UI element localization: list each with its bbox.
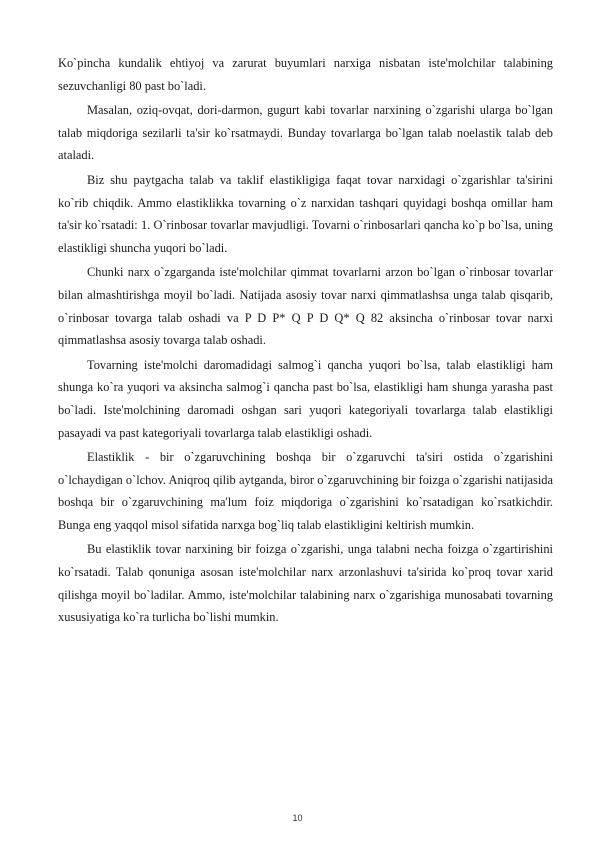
paragraph-7: Bu elastiklik tovar narxining bir foizga o`zgarishi, unga talabni necha foizga o`zgartirishini ko`rsatadi. Talab qonuniga asosan iste'molchilar narx arzonlashuvi ta'sirida ko`proq tovar xarid qilishga moyil bo`ladilar. Ammo, iste'molchilar talabining narx o`zgarishiga munosabati tovarning xususiyatiga ko`ra turlicha bo`lishi mumkin.: [58, 542, 553, 625]
paragraph-2: Masalan, oziq-ovqat, dori-darmon, gugurt kabi tovarlar narxining o`zgarishi ularga bo`lgan talab miqdoriga sezilarli ta'sir ko`rsatmaydi. Bunday tovarlarga bo`lgan talab noelastik talab deb ataladi.: [58, 103, 553, 163]
page-number: 10: [292, 813, 303, 823]
paragraph-4: Chunki narx o`zgarganda iste'molchilar qimmat tovarlarni arzon bo`lgan o`rinbosar tovarlar bilan almashtirishga moyil bo`ladi. Natijada asosiy tovar narxi qimmatlashsa unga talab qisqarib, o`rinbosar tovarga talab oshadi va P D P* Q P D Q* Q 82 aksincha o`rinbosar tovar narxi qimmatlashsa asosiy tovarga talab oshadi.: [58, 265, 553, 348]
paragraph-6: Elastiklik - bir o`zgaruvchining boshqa bir o`zgaruvchi ta'siri ostida o`zgarishini o`lchaydigan o`lchov. Aniqroq qilib aytganda, biror o`zgaruvchining bir foizga o`zgarishi natijasida boshqa bir o`zgaruvchining ma'lum foiz miqdoriga o`zgarishini ko`rsatadigan ko`rsatkichdir. Bunga eng yaqqol misol sifatida narxga bog`liq talab elastikligini keltirish mumkin.: [58, 450, 553, 532]
document-page: [58, 52, 553, 631]
paragraph-1: Ko`pincha kundalik ehtiyoj va zarurat buyumlari narxiga nisbatan iste'molchilar talabining sezuvchanligi 80 past bo`ladi.: [58, 56, 553, 93]
paragraph-5: Tovarning iste'molchi daromadidagi salmog`i qancha yuqori bo`lsa, talab elastikligi ham shunga ko`ra yuqori va aksincha salmog`i qancha past bo`lsa, elastikligi ham shunga yarasha past bo`ladi. Iste'molchining daromadi oshgan sari yuqori kategoriyali tovarlarga talab elastikligi pasayadi va past kategoriyali tovarlarga talab elastikligi oshadi.: [58, 357, 553, 440]
paragraph-3: Biz shu paytgacha talab va taklif elastikligiga faqat tovar narxidagi o`zgarishlar ta'sirini ko`rib chiqdik. Ammo elastiklikka tovarning o`z narxidan tashqari quyidagi boshqa omillar ham ta'sir ko`rsatadi: 1. O`rinbosar tovarlar mavjudligi. Tovarni o`rinbosarlari qancha ko`p bo`lsa, uning elastikligi shuncha yuqori bo`ladi.: [58, 172, 553, 255]
